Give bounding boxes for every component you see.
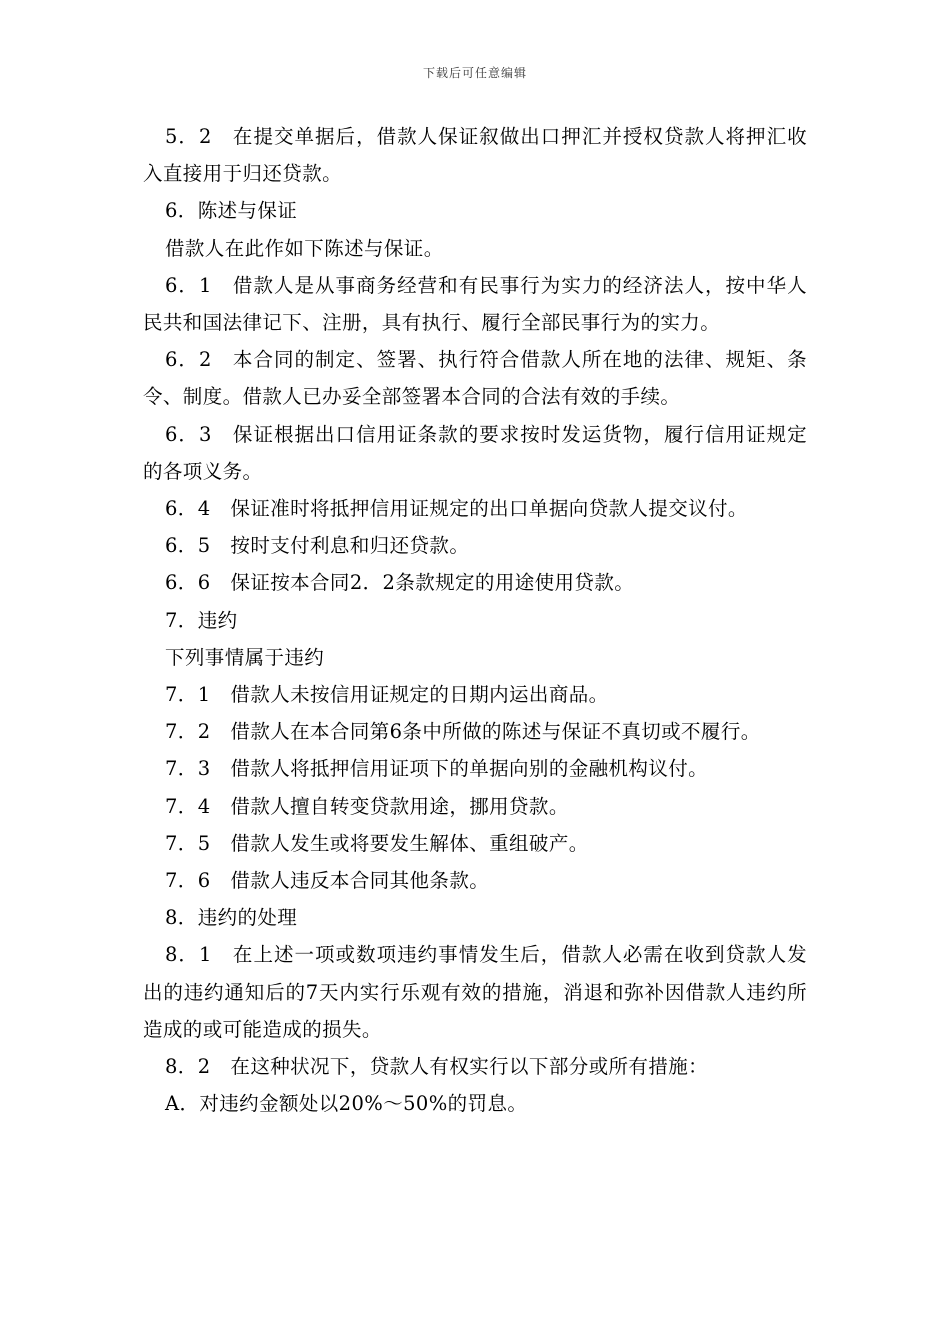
paragraph-6-2: 6．2 本合同的制定、签署、执行符合借款人所在地的法律、规矩、条令、制度。借款人已办妥全部签署本合同的合法有效的手续。 — [143, 348, 807, 409]
section-heading-6: 6．陈述与保证 — [165, 199, 298, 223]
page-header: 下载后可任意编辑 — [422, 66, 527, 80]
paragraph-6-6: 6．6 保证按本合同2．2条款规定的用途使用贷款。 — [165, 571, 635, 595]
paragraph-5-2: 5．2 在提交单据后，借款人保证叙做出口押汇并授权贷款人将押汇收入直接用于归还贷款。 — [143, 125, 807, 186]
paragraph-7-6: 7．6 借款人违反本合同其他条款。 — [165, 869, 490, 893]
paragraph-7-1: 7．1 借款人未按信用证规定的日期内运出商品。 — [165, 683, 609, 707]
document-body — [143, 118, 807, 1122]
paragraph-6-5: 6．5 按时支付利息和归还贷款。 — [165, 534, 470, 558]
section-heading-7: 7．违约 — [165, 608, 238, 632]
paragraph-7-intro: 下列事情属于违约 — [165, 645, 325, 669]
paragraph-8-1: 8．1 在上述一项或数项违约事情发生后，借款人必需在收到贷款人发出的违约通知后的7天内实行乐观有效的措施，消退和弥补因借款人违约所造成的或可能造成的损失。 — [143, 943, 807, 1041]
paragraph-7-3: 7．3 借款人将抵押信用证项下的单据向别的金融机构议付。 — [165, 757, 709, 781]
paragraph-6-4: 6．4 保证准时将抵押信用证规定的出口单据向贷款人提交议付。 — [165, 497, 748, 521]
section-heading-8: 8．违约的处理 — [165, 906, 298, 930]
paragraph-6-3: 6．3 保证根据出口信用证条款的要求按时发运货物，履行信用证规定的各项义务。 — [143, 422, 807, 483]
paragraph-8-2-a: A．对违约金额处以20%～50%的罚息。 — [165, 1092, 528, 1116]
paragraph-7-4: 7．4 借款人擅自转变贷款用途，挪用贷款。 — [165, 794, 569, 818]
paragraph-6-1: 6．1 借款人是从事商务经营和有民事行为实力的经济法人，按中华人民共和国法律记下、注册，具有执行、履行全部民事行为的实力。 — [143, 273, 807, 335]
paragraph-8-2: 8．2 在这种状况下，贷款人有权实行以下部分或所有措施： — [165, 1055, 709, 1079]
paragraph-7-5: 7．5 借款人发生或将要发生解体、重组破产。 — [165, 831, 589, 855]
paragraph-7-2: 7．2 借款人在本合同第6条中所做的陈述与保证不真切或不履行。 — [165, 720, 761, 744]
paragraph-6-intro: 借款人在此作如下陈述与保证。 — [165, 236, 444, 260]
